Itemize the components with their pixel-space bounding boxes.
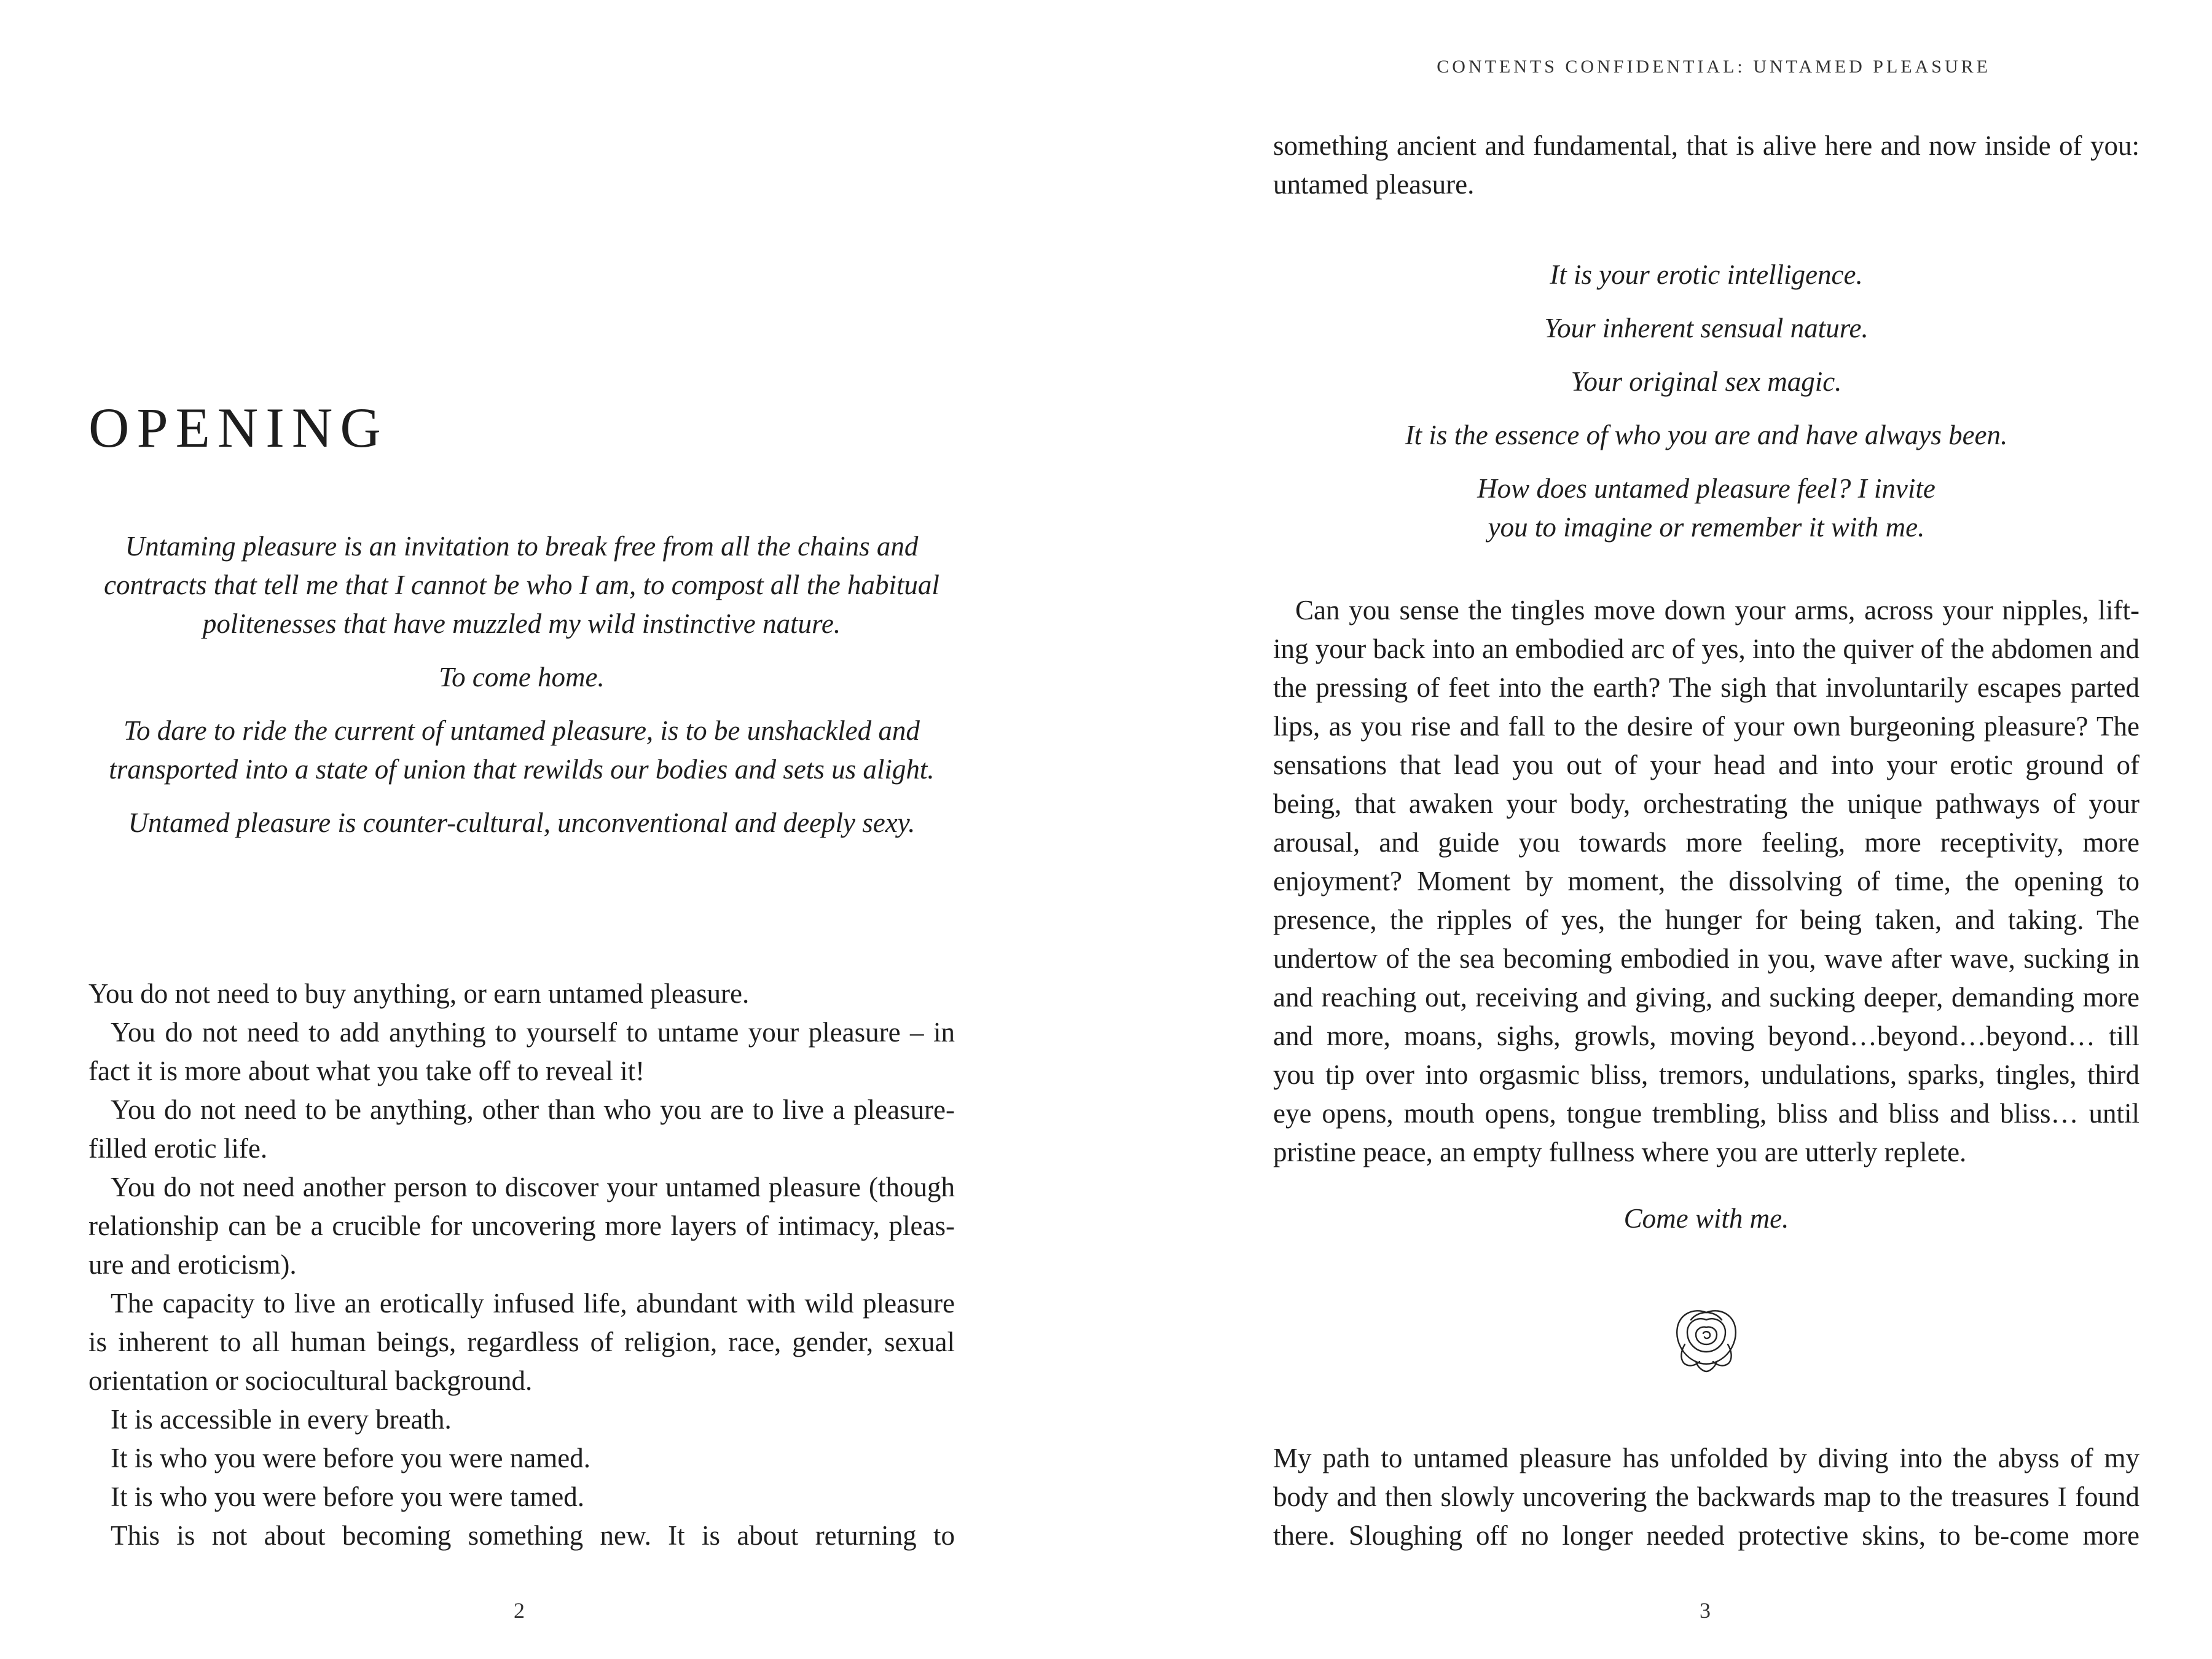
- closing-line: [1273, 1199, 2139, 1253]
- epigraph-line: To come home.: [439, 662, 605, 692]
- paragraph: The capacity to live an erotically infused life, abundant with wild pleasure is inherent to all human beings, regardless of religion, race, gender, sexual orientation or sociocultural background.: [88, 1288, 955, 1396]
- epigraph: [88, 527, 955, 857]
- affirmation-line: It is the essence of who you are and have always been.: [1405, 420, 2008, 450]
- paragraph: My path to untamed pleasure has unfolded by diving into the abyss of my body and then slowly uncovering the backwards map to the treasures I found there. Sloughing off no longer needed protective skins, to be-come more: [1273, 1443, 2139, 1551]
- paragraph: It is who you were before you were tamed.: [111, 1481, 584, 1512]
- page-number: 2: [514, 1598, 525, 1623]
- affirmation-line: How does untamed pleasure feel? I invite you to imagine or remember it with me.: [1477, 473, 1936, 543]
- running-head: CONTENTS CONFIDENTIAL: UNTAMED PLEASURE: [1437, 57, 1991, 77]
- affirmation-line: Your original sex magic.: [1571, 366, 1842, 397]
- paragraph: You do not need another person to discover your untamed pleasure (though relationship can be a crucible for uncovering more layers of intimacy, pleasure and eroticism).: [88, 1172, 955, 1280]
- closing-line-text: Come with me.: [1623, 1203, 1789, 1234]
- affirmation-line: It is your erotic intelligence.: [1550, 259, 1863, 290]
- body-text: [1273, 127, 2139, 204]
- paragraph: It is accessible in every breath.: [111, 1404, 452, 1435]
- rose-icon: [1666, 1301, 1746, 1375]
- chapter-title: OPENING: [88, 396, 388, 459]
- paragraph: You do not need to buy anything, or earn untamed pleasure.: [88, 978, 750, 1009]
- paragraph: You do not need to add anything to yourself to untame your pleasure – in fact it is more about what you take off to reveal it!: [88, 1017, 955, 1086]
- paragraph: Can you sense the tingles move down your arms, across your nipples, lifting your back into an embodied arc of yes, into the quiver of the abdomen and the pressing of feet into the earth? The sigh that involuntarily escapes parted lips, as you rise and fall to the desire of your own burgeoning pleasure? The sensations that lead you out of your head and into your erotic ground of being, that awaken your body, orchestrating the unique pathways of your arousal, and guide you towards more feeling, more receptivity, more enjoyment? Moment by moment, the dissolving of time, the opening to presence, the ripples of yes, the hunger for being taken, and taking. The undertow of the sea becoming embodied in you, wave after wave, sucking in and reaching out, receiving and giving, and sucking deeper, demanding more and more, moans, sighs, growls, moving beyond…beyond…beyond… till you tip over into orgasmic bliss, tremors, undulations, sparks, tingles, third eye opens, mouth opens, tongue trembling, bliss and bliss and bliss… until pristine peace, an empty fullness where you are utterly replete.: [1273, 595, 2139, 1167]
- epigraph-line: To dare to ride the current of untamed pleasure, is to be unshackled and transported into a state of union that rewilds our bodies and sets us alight.: [109, 715, 935, 785]
- epigraph-line: Untamed pleasure is counter-cultural, unconventional and deeply sexy.: [128, 807, 916, 838]
- paragraph: It is who you were before you were named.: [111, 1443, 590, 1473]
- affirmation-line: Your inherent sensual nature.: [1544, 313, 1869, 343]
- page-number: 3: [1700, 1598, 1711, 1623]
- body-text: [1273, 591, 2139, 1172]
- affirmations: [1273, 256, 2139, 562]
- body-text: [1273, 1439, 2139, 1555]
- body-text: [88, 975, 955, 1555]
- epigraph-line: Untaming pleasure is an invitation to break free from all the chains and contracts that tell me that I cannot be who I am, to compost all the habitual politenesses that have muzzled my wild instinctive nature.: [104, 531, 939, 639]
- right-page: [1106, 0, 2212, 1659]
- paragraph: You do not need to be anything, other than who you are to live a pleasure-filled erotic life.: [88, 1094, 955, 1164]
- paragraph: something ancient and fundamental, that is alive here and now inside of you: untamed pleasure.: [1273, 130, 2139, 200]
- paragraph: This is not about becoming something new. It is about returning to: [111, 1520, 955, 1551]
